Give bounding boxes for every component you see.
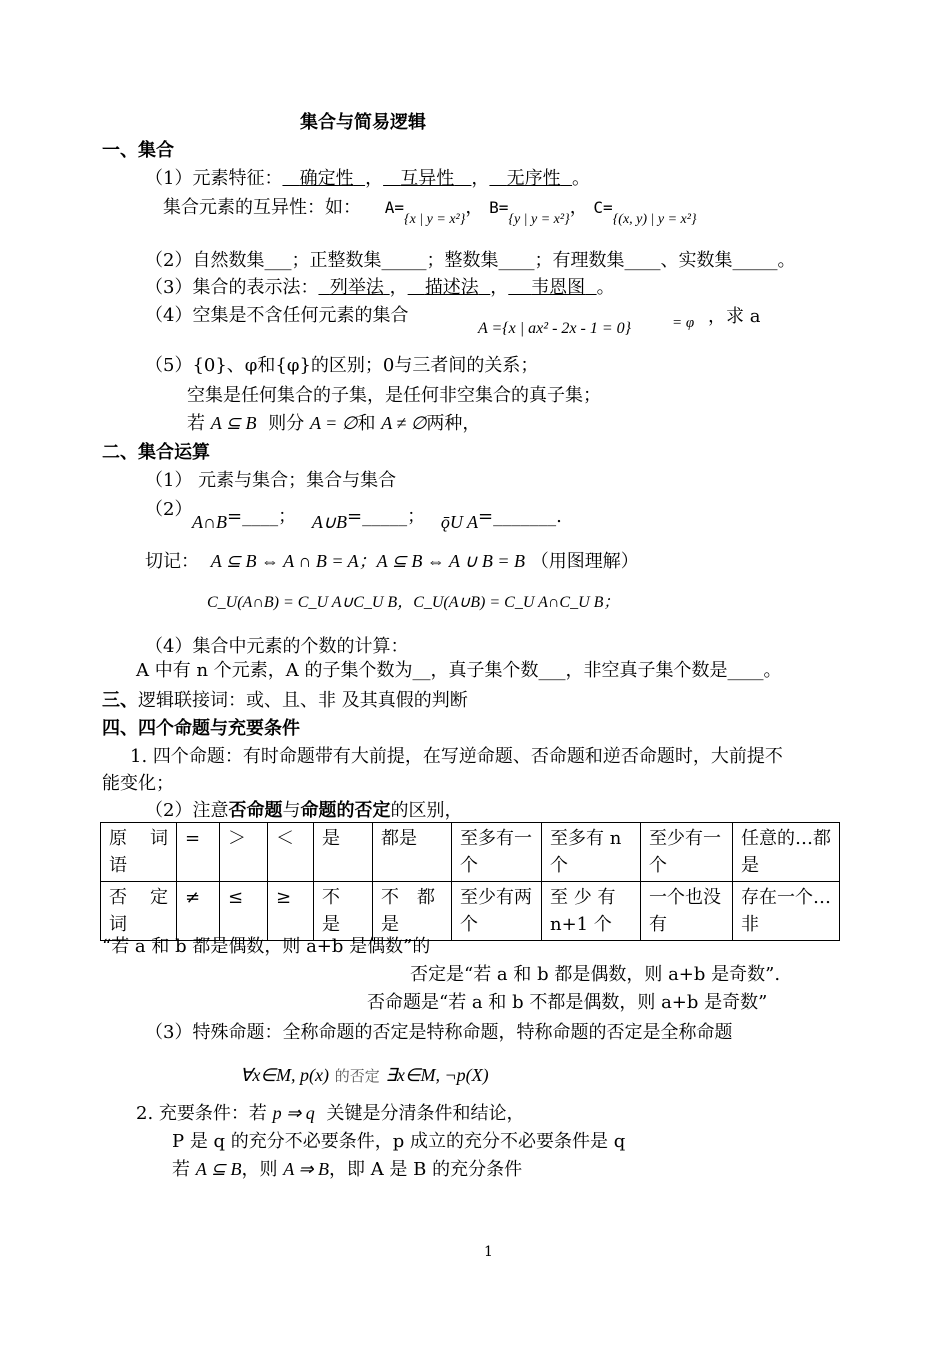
method-venn: 韦恩图 bbox=[531, 277, 586, 298]
empty-formula: A = ∅ bbox=[309, 413, 358, 433]
subset-formula-2: A ⊆ B bbox=[195, 1159, 242, 1179]
table-cell: ≠ bbox=[177, 882, 220, 941]
section-heading-logic: 三、 bbox=[102, 690, 138, 711]
section-heading-sets: 一、集合 bbox=[102, 140, 174, 161]
nonempty-formula: A ≠ ∅ bbox=[381, 413, 427, 433]
table-cell: 是 bbox=[314, 823, 373, 882]
distinctness-example-line: 集合元素的互异性：如： $A=_{\{x | y = x^2\}}$， $B=_{\{y | y = x^2\}}$， $C=_{\{(x, y) | y = x^2\}}$ bbox=[163, 197, 697, 227]
page-title: 集合与简易逻辑 bbox=[300, 112, 426, 133]
table-cell: 都是 bbox=[373, 823, 452, 882]
sufficient-condition-line: P 是 q 的充分不必要条件，p 成立的充分不必要条件是 q bbox=[172, 1131, 626, 1152]
table-cell: 存在一个…非 bbox=[733, 882, 840, 941]
empty-set-equals-phi: = φ bbox=[672, 315, 695, 331]
set-b-formula: {y | y = x²} bbox=[508, 212, 570, 227]
remember-label: 切记： bbox=[145, 551, 199, 572]
complement-blank: =_______. bbox=[478, 506, 562, 527]
element-features-line: （1）元素特征： 确定性 ， 互异性 ， 无序性 。 bbox=[145, 168, 591, 189]
subset-cases-line: 若 A ⊆ B 则分 A = ∅和 A ≠ ∅两种， bbox=[187, 413, 481, 434]
table-cell: 否 定 词 bbox=[101, 882, 177, 941]
table-cell: 不 都 是 bbox=[373, 882, 452, 941]
element-and-set-line: （1） 元素与集合；集合与集合 bbox=[145, 470, 397, 491]
term-negative-proposition: 否命题 bbox=[228, 800, 283, 821]
example-negation: 否定是“若 a 和 b 都是偶数，则 a+b 是奇数”. bbox=[410, 964, 781, 985]
table-cell: 一个也没有 bbox=[641, 882, 733, 941]
implies-formula: A ⇒ B bbox=[283, 1159, 329, 1179]
example-negative-proposition: 否命题是“若 a 和 b 不都是偶数，则 a+b 是奇数” bbox=[367, 992, 768, 1013]
empty-set-question: ，求 a bbox=[708, 306, 761, 327]
table-cell: 不 是 bbox=[314, 882, 373, 941]
table-cell: 至多有一个 bbox=[452, 823, 542, 882]
union-blank: =_____； bbox=[347, 506, 426, 527]
universal-formula: ∀x∈M, p(x) bbox=[240, 1065, 329, 1085]
empty-subset-rule: 空集是任何集合的子集，是任何非空集合的真子集； bbox=[187, 385, 601, 406]
table-row-original bbox=[101, 823, 840, 882]
empty-set-distinction: （5）{0}、φ和{φ}的区别；0与三者间的关系； bbox=[145, 355, 539, 376]
set-a-label: A= bbox=[384, 198, 404, 217]
necessary-sufficient-line: 2. 充要条件：若 p ⇒ q 关键是分清条件和结论， bbox=[136, 1103, 525, 1124]
existential-formula: ∃x∈M, ¬p(X) bbox=[385, 1065, 489, 1085]
complement-formula: ǭU A bbox=[440, 512, 478, 532]
table-cell: 至少有一个 bbox=[641, 823, 733, 882]
table-cell: ＞ bbox=[220, 823, 268, 882]
table-cell: 至 少 有 n+1 个 bbox=[542, 882, 641, 941]
method-description: 描述法 bbox=[424, 277, 479, 298]
diagram-note: （用图理解） bbox=[530, 551, 639, 572]
table-cell: 至多有 n 个 bbox=[542, 823, 641, 882]
logic-connectives-text: 逻辑联接词：或、且、非 及其真假的判断 bbox=[138, 690, 468, 711]
element-features-label: （1）元素特征： bbox=[145, 168, 283, 189]
term-proposition-negation: 命题的否定 bbox=[300, 800, 391, 821]
set-c-formula: {(x, y) | y = x²} bbox=[612, 212, 697, 227]
example-label: 集合元素的互异性：如： bbox=[163, 197, 361, 218]
table-cell: ＜ bbox=[268, 823, 314, 882]
section-heading-operations: 二、集合运算 bbox=[102, 442, 210, 463]
representation-line: （3）集合的表示法： 列举法 ， 描述法 ， 韦恩图 。 bbox=[145, 277, 615, 298]
implication-formula: p ⇒ q bbox=[272, 1103, 315, 1123]
subset-count-line: A 中有 n 个元素，A 的子集个数为__，真子集个数___，非空真子集个数是____。 bbox=[136, 660, 782, 681]
table-cell: ≤ bbox=[220, 882, 268, 941]
subset-formula: A ⊆ B bbox=[210, 413, 257, 433]
subset-equivalence-formula: A ⊆ B ⇔ A ∩ B = A；A ⊆ B ⇔ A ∪ B = B bbox=[210, 551, 526, 571]
table-cell: 任意的…都是 bbox=[733, 823, 840, 882]
special-propositions-line: （3）特殊命题：全称命题的否定是特称命题，特称命题的否定是全称命题 bbox=[145, 1022, 733, 1043]
empty-set-formula: A ={x | ax² - 2x - 1 = 0} bbox=[478, 320, 632, 337]
de-morgan-formula: C_U(A∩B) = C_U A∪C_U B，C_U(A∪B) = C_U A∩C_U B； bbox=[207, 594, 620, 611]
feature-definiteness: 确定性 bbox=[299, 168, 354, 189]
operations-label: （2） bbox=[145, 499, 193, 520]
section-heading-propositions: 四、四个命题与充要条件 bbox=[102, 718, 300, 739]
set-c-label: C= bbox=[593, 198, 613, 217]
table-cell: 至少有两个 bbox=[452, 882, 542, 941]
negation-table bbox=[100, 822, 840, 941]
logic-connectives-line bbox=[102, 690, 468, 712]
subset-sufficient-line: 若 A ⊆ B，则 A ⇒ B，即 A 是 B 的充分条件 bbox=[172, 1159, 523, 1180]
representation-label: （3）集合的表示法： bbox=[145, 277, 319, 298]
quantifier-negation-line bbox=[240, 1064, 489, 1087]
four-propositions-line: 1. 四个命题：有时命题带有大前提，在写逆命题、否命题和逆否命题时，大前提不 bbox=[130, 746, 783, 767]
table-cell: ≥ bbox=[268, 882, 314, 941]
page-number: 1 bbox=[484, 1244, 493, 1260]
operations-line bbox=[192, 505, 562, 532]
remember-line bbox=[145, 550, 639, 573]
table-cell: 原 词 语 bbox=[101, 823, 177, 882]
set-b-label: B= bbox=[489, 198, 509, 217]
feature-distinctness: 互异性 bbox=[400, 168, 455, 189]
union-formula: A∪B bbox=[311, 512, 347, 532]
intersection-formula: A∩B bbox=[192, 512, 227, 532]
set-a-formula: {x | y = x²} bbox=[404, 212, 466, 227]
method-listing: 列举法 bbox=[329, 277, 384, 298]
four-propositions-cont: 能变化； bbox=[102, 773, 174, 794]
empty-set-text: （4）空集是不含任何元素的集合 bbox=[145, 305, 409, 326]
table-row-negation bbox=[101, 882, 840, 941]
feature-unordered: 无序性 bbox=[506, 168, 561, 189]
example-statement: “若 a 和 b 都是偶数，则 a+b 是偶数”的 bbox=[102, 936, 431, 957]
intersection-blank: =____； bbox=[227, 506, 297, 527]
number-sets-line: （2）自然数集___；正整数集_____；整数集____；有理数集____、实数集_____。 bbox=[145, 250, 796, 271]
negation-of-label: 的否定 bbox=[334, 1067, 380, 1085]
negation-difference-line: （2）注意否命题与命题的否定的区别， bbox=[145, 800, 463, 821]
element-count-heading: （4）集合中元素的个数的计算： bbox=[145, 636, 409, 657]
table-cell: = bbox=[177, 823, 220, 882]
